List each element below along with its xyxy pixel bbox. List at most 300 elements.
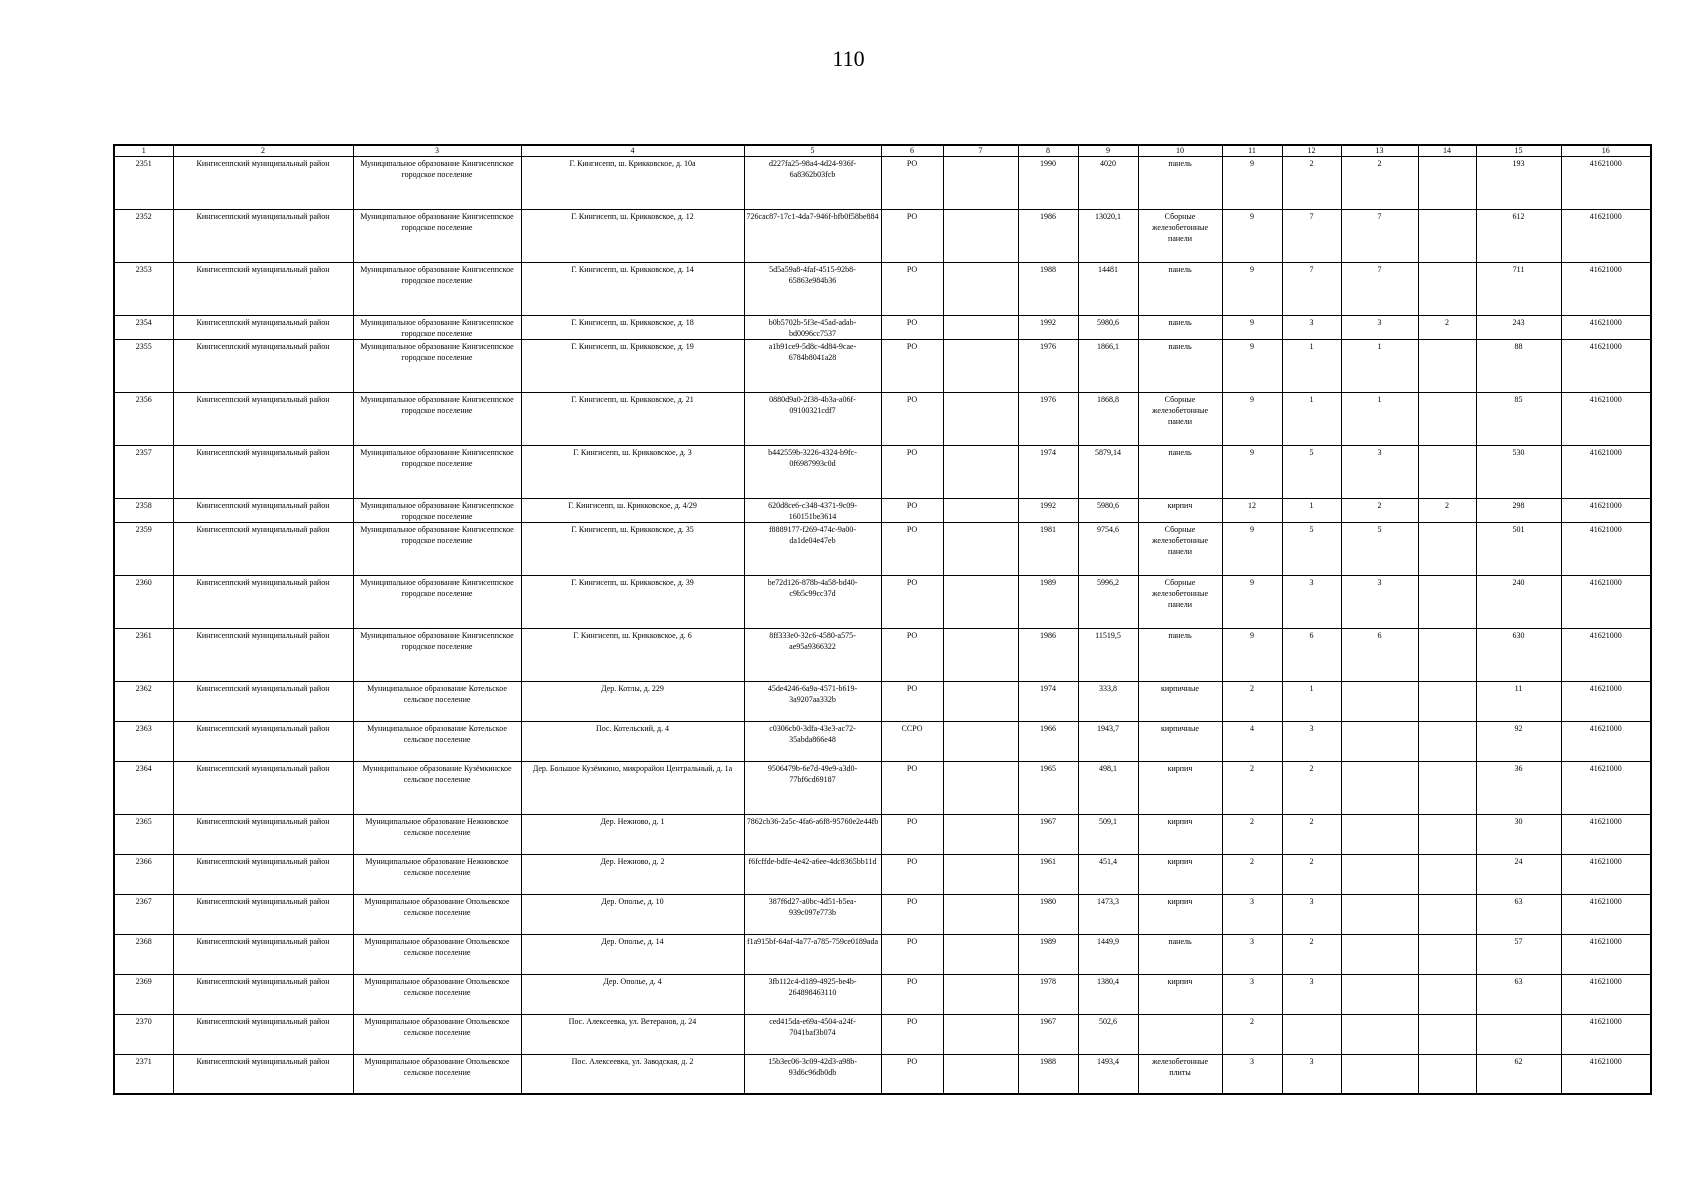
column-number-9: 9: [1078, 145, 1138, 157]
table-cell-col-2: Кингисеппский муниципальный район: [173, 722, 353, 762]
table-cell-col-1: 2361: [114, 629, 173, 682]
table-cell-col-1: 2363: [114, 722, 173, 762]
table-cell-col-5: 15b3ec06-3c09-42d3-a98b-93d6c96db0db: [744, 1055, 881, 1095]
table-cell-col-3: Муниципальное образование Кингисеппское городское поселение: [353, 263, 521, 316]
page-number: 110: [832, 46, 865, 71]
table-cell-col-5: 3fb112c4-d189-4925-be4b-264898463110: [744, 975, 881, 1015]
table-cell-col-11: 9: [1222, 446, 1282, 499]
table-cell-col-12: 1: [1282, 682, 1341, 722]
table-cell-col-8: 1981: [1018, 523, 1078, 576]
table-cell-col-1: 2357: [114, 446, 173, 499]
table-cell-col-13: 7: [1341, 263, 1418, 316]
table-row: [114, 1015, 1651, 1055]
table-cell-col-9: 5980,6: [1078, 499, 1138, 523]
table-cell-col-12: 2: [1282, 762, 1341, 815]
table-cell-col-9: 498,1: [1078, 762, 1138, 815]
table-cell-col-9: 1868,8: [1078, 393, 1138, 446]
table-cell-col-11: 9: [1222, 157, 1282, 210]
table-cell-col-9: 1380,4: [1078, 975, 1138, 1015]
column-number-15: 15: [1476, 145, 1561, 157]
table-row: [114, 722, 1651, 762]
table-cell-col-8: 1974: [1018, 446, 1078, 499]
table-cell-col-12: 3: [1282, 1055, 1341, 1095]
table-cell-col-5: c0306cb0-3dfa-43e3-ac72-35abda866e48: [744, 722, 881, 762]
table-cell-col-5: be72d126-878b-4a58-bd40-c9b5c99cc37d: [744, 576, 881, 629]
table-cell-col-11: 2: [1222, 1015, 1282, 1055]
table-cell-col-6: РО: [881, 935, 943, 975]
table-cell-col-13: [1341, 935, 1418, 975]
table-cell-col-14: [1418, 523, 1476, 576]
table-cell-col-14: [1418, 629, 1476, 682]
table-cell-col-1: 2359: [114, 523, 173, 576]
table-cell-col-14: [1418, 157, 1476, 210]
table-cell-col-7: [943, 499, 1018, 523]
table-row: [114, 210, 1651, 263]
table-cell-col-13: 1: [1341, 393, 1418, 446]
table-cell-col-14: [1418, 895, 1476, 935]
table-cell-col-6: РО: [881, 499, 943, 523]
table-cell-col-16: 41621000: [1561, 157, 1651, 210]
table-cell-col-10: Сборные железобетонные панели: [1138, 393, 1222, 446]
table-cell-col-3: Муниципальное образование Опольевское сельское поселение: [353, 895, 521, 935]
table-cell-col-4: Г. Кингисепп, ш. Крикковское, д. 4/29: [521, 499, 744, 523]
table-cell-col-6: РО: [881, 210, 943, 263]
table-cell-col-7: [943, 263, 1018, 316]
table-cell-col-7: [943, 1055, 1018, 1095]
table-cell-col-11: 9: [1222, 340, 1282, 393]
table-cell-col-14: [1418, 1055, 1476, 1095]
table-cell-col-7: [943, 895, 1018, 935]
table-cell-col-8: 1989: [1018, 576, 1078, 629]
table-cell-col-10: Сборные железобетонные панели: [1138, 210, 1222, 263]
table-cell-col-5: f8889177-f269-474c-9a00-da1de04e47eb: [744, 523, 881, 576]
table-cell-col-7: [943, 762, 1018, 815]
column-number-4: 4: [521, 145, 744, 157]
table-cell-col-11: 3: [1222, 895, 1282, 935]
table-cell-col-12: 2: [1282, 935, 1341, 975]
table-cell-col-14: 2: [1418, 316, 1476, 340]
table-row: [114, 629, 1651, 682]
table-cell-col-12: 2: [1282, 855, 1341, 895]
table-cell-col-3: Муниципальное образование Опольевское сельское поселение: [353, 935, 521, 975]
table-cell-col-2: Кингисеппский муниципальный район: [173, 157, 353, 210]
table-cell-col-7: [943, 935, 1018, 975]
table-cell-col-2: Кингисеппский муниципальный район: [173, 895, 353, 935]
table-cell-col-1: 2369: [114, 975, 173, 1015]
table-cell-col-8: 1992: [1018, 499, 1078, 523]
table-cell-col-4: Г. Кингисепп, ш. Крикковское, д. 39: [521, 576, 744, 629]
table-cell-col-14: [1418, 210, 1476, 263]
table-cell-col-4: Дер. Котлы, д. 229: [521, 682, 744, 722]
table-cell-col-2: Кингисеппский муниципальный район: [173, 629, 353, 682]
table-cell-col-3: Муниципальное образование Нежновское сельское поселение: [353, 855, 521, 895]
table-cell-col-16: 41621000: [1561, 340, 1651, 393]
table-cell-col-3: Муниципальное образование Котельское сельское поселение: [353, 682, 521, 722]
table-cell-col-2: Кингисеппский муниципальный район: [173, 446, 353, 499]
table-cell-col-15: 11: [1476, 682, 1561, 722]
table-cell-col-13: 6: [1341, 629, 1418, 682]
table-cell-col-5: 0880d9a0-2f38-4b3a-a06f-09100321cdf7: [744, 393, 881, 446]
table-cell-col-1: 2366: [114, 855, 173, 895]
table-cell-col-4: Дер. Нежново, д. 2: [521, 855, 744, 895]
table-cell-col-3: Муниципальное образование Кингисеппское городское поселение: [353, 210, 521, 263]
table-cell-col-13: [1341, 815, 1418, 855]
table-cell-col-8: 1988: [1018, 263, 1078, 316]
table-row: [114, 935, 1651, 975]
table-row: [114, 576, 1651, 629]
column-number-13: 13: [1341, 145, 1418, 157]
table-cell-col-11: 9: [1222, 629, 1282, 682]
table-cell-col-5: 726cac87-17c1-4da7-946f-bfb0f58be884: [744, 210, 881, 263]
table-cell-col-5: f6fcffde-bdfe-4e42-a6ee-4dc8365bb11d: [744, 855, 881, 895]
table-cell-col-8: 1966: [1018, 722, 1078, 762]
table-cell-col-10: железобетонные плиты: [1138, 1055, 1222, 1095]
table-cell-col-7: [943, 629, 1018, 682]
table-cell-col-9: 451,4: [1078, 855, 1138, 895]
table-cell-col-10: Сборные железобетонные панели: [1138, 523, 1222, 576]
table-cell-col-15: 85: [1476, 393, 1561, 446]
table-cell-col-6: РО: [881, 340, 943, 393]
table-cell-col-13: 2: [1341, 499, 1418, 523]
table-cell-col-5: 45de4246-6a9a-4571-b619-3a9207aa332b: [744, 682, 881, 722]
table-cell-col-2: Кингисеппский муниципальный район: [173, 762, 353, 815]
table-header: [114, 145, 1651, 157]
table-cell-col-6: РО: [881, 576, 943, 629]
table-cell-col-16: 41621000: [1561, 855, 1651, 895]
table-cell-col-13: [1341, 682, 1418, 722]
table-cell-col-2: Кингисеппский муниципальный район: [173, 935, 353, 975]
table-cell-col-7: [943, 855, 1018, 895]
table-cell-col-5: 8ff333e0-32c6-4580-a575-ae95a9366322: [744, 629, 881, 682]
table-cell-col-16: 41621000: [1561, 815, 1651, 855]
table-cell-col-5: b442559b-3226-4324-b9fc-0f6987993c0d: [744, 446, 881, 499]
table-cell-col-14: [1418, 975, 1476, 1015]
table-cell-col-11: 9: [1222, 393, 1282, 446]
table-cell-col-9: 333,8: [1078, 682, 1138, 722]
table-cell-col-4: Г. Кингисепп, ш. Крикковское, д. 14: [521, 263, 744, 316]
table-cell-col-1: 2371: [114, 1055, 173, 1095]
table-cell-col-16: 41621000: [1561, 682, 1651, 722]
table-cell-col-4: Г. Кингисепп, ш. Крикковское, д. 35: [521, 523, 744, 576]
column-number-6: 6: [881, 145, 943, 157]
table-cell-col-14: [1418, 722, 1476, 762]
table-cell-col-12: 5: [1282, 446, 1341, 499]
table-cell-col-2: Кингисеппский муниципальный район: [173, 263, 353, 316]
table-cell-col-7: [943, 815, 1018, 855]
table-cell-col-13: 1: [1341, 340, 1418, 393]
table-cell-col-9: 1943,7: [1078, 722, 1138, 762]
table-cell-col-13: [1341, 895, 1418, 935]
table-cell-col-10: панель: [1138, 446, 1222, 499]
table-cell-col-5: a1b91ce9-5d8c-4d84-9cae-6784b8041a28: [744, 340, 881, 393]
table-cell-col-12: 3: [1282, 975, 1341, 1015]
table-cell-col-7: [943, 446, 1018, 499]
table-cell-col-8: 1992: [1018, 316, 1078, 340]
table-cell-col-12: [1282, 1015, 1341, 1055]
table-cell-col-14: [1418, 393, 1476, 446]
table-cell-col-6: РО: [881, 157, 943, 210]
table-cell-col-3: Муниципальное образование Кингисеппское городское поселение: [353, 576, 521, 629]
table-cell-col-6: РО: [881, 523, 943, 576]
table-cell-col-9: 5996,2: [1078, 576, 1138, 629]
table-cell-col-14: [1418, 682, 1476, 722]
table-cell-col-7: [943, 157, 1018, 210]
table-cell-col-16: 41621000: [1561, 263, 1651, 316]
table-cell-col-15: 63: [1476, 975, 1561, 1015]
table-cell-col-4: Дер. Ополье, д. 14: [521, 935, 744, 975]
table-cell-col-4: Г. Кингисепп, ш. Крикковское, д. 12: [521, 210, 744, 263]
table-cell-col-9: 9754,6: [1078, 523, 1138, 576]
table-cell-col-4: Дер. Ополье, д. 4: [521, 975, 744, 1015]
table-cell-col-14: [1418, 855, 1476, 895]
table-cell-col-12: 3: [1282, 722, 1341, 762]
table-cell-col-13: [1341, 1015, 1418, 1055]
table-cell-col-9: 11519,5: [1078, 629, 1138, 682]
column-number-3: 3: [353, 145, 521, 157]
table-cell-col-5: ced415da-e69a-4504-a24f-7041baf3b074: [744, 1015, 881, 1055]
table-cell-col-8: 1974: [1018, 682, 1078, 722]
table-cell-col-3: Муниципальное образование Кингисеппское городское поселение: [353, 523, 521, 576]
table-cell-col-13: 3: [1341, 316, 1418, 340]
table-cell-col-1: 2356: [114, 393, 173, 446]
table-row: [114, 1055, 1651, 1095]
table-cell-col-16: 41621000: [1561, 393, 1651, 446]
table-cell-col-11: 9: [1222, 210, 1282, 263]
table-cell-col-1: 2358: [114, 499, 173, 523]
column-number-8: 8: [1018, 145, 1078, 157]
table-cell-col-16: 41621000: [1561, 935, 1651, 975]
table-cell-col-12: 1: [1282, 393, 1341, 446]
column-number-2: 2: [173, 145, 353, 157]
column-number-5: 5: [744, 145, 881, 157]
table-cell-col-11: 2: [1222, 762, 1282, 815]
table-cell-col-3: Муниципальное образование Кингисеппское городское поселение: [353, 446, 521, 499]
table-row: [114, 815, 1651, 855]
table-cell-col-12: 5: [1282, 523, 1341, 576]
table-cell-col-2: Кингисеппский муниципальный район: [173, 210, 353, 263]
table-cell-col-14: [1418, 446, 1476, 499]
table-cell-col-9: 502,6: [1078, 1015, 1138, 1055]
table-cell-col-5: b0b5702b-5f3e-45ad-adab-bd0096cc7537: [744, 316, 881, 340]
table-cell-col-11: 2: [1222, 855, 1282, 895]
column-number-row: [114, 145, 1651, 157]
table-cell-col-15: 193: [1476, 157, 1561, 210]
table-cell-col-6: РО: [881, 815, 943, 855]
table-cell-col-9: 5879,14: [1078, 446, 1138, 499]
table-cell-col-16: 41621000: [1561, 499, 1651, 523]
table-cell-col-10: кирпичные: [1138, 682, 1222, 722]
table-cell-col-11: 9: [1222, 316, 1282, 340]
table-cell-col-8: 1990: [1018, 157, 1078, 210]
table-cell-col-1: 2367: [114, 895, 173, 935]
table-cell-col-10: кирпич: [1138, 762, 1222, 815]
table-cell-col-15: 501: [1476, 523, 1561, 576]
table-body: [114, 157, 1651, 1095]
table-cell-col-15: 88: [1476, 340, 1561, 393]
table-cell-col-13: [1341, 855, 1418, 895]
table-cell-col-6: РО: [881, 762, 943, 815]
table-cell-col-9: 1449,9: [1078, 935, 1138, 975]
table-row: [114, 316, 1651, 340]
table-cell-col-13: [1341, 762, 1418, 815]
table-cell-col-8: 1989: [1018, 935, 1078, 975]
table-cell-col-15: 711: [1476, 263, 1561, 316]
table-cell-col-13: [1341, 722, 1418, 762]
table-cell-col-14: [1418, 935, 1476, 975]
table-cell-col-6: РО: [881, 855, 943, 895]
table-cell-col-15: [1476, 1015, 1561, 1055]
column-number-14: 14: [1418, 145, 1476, 157]
table-row: [114, 499, 1651, 523]
table-cell-col-16: 41621000: [1561, 210, 1651, 263]
table-cell-col-5: 620d8ce6-c348-4371-9c09-160151be3614: [744, 499, 881, 523]
table-cell-col-5: 9506479b-6e7d-49e9-a3d0-77bf6cd69187: [744, 762, 881, 815]
table-cell-col-8: 1976: [1018, 340, 1078, 393]
column-number-12: 12: [1282, 145, 1341, 157]
table-cell-col-13: 3: [1341, 446, 1418, 499]
table-cell-col-2: Кингисеппский муниципальный район: [173, 393, 353, 446]
table-row: [114, 393, 1651, 446]
table-cell-col-11: 2: [1222, 815, 1282, 855]
table-cell-col-16: 41621000: [1561, 523, 1651, 576]
table-cell-col-9: 14481: [1078, 263, 1138, 316]
table-cell-col-9: 4020: [1078, 157, 1138, 210]
table-cell-col-14: [1418, 340, 1476, 393]
table-cell-col-6: РО: [881, 446, 943, 499]
table-cell-col-4: Дер. Большое Кузёмкино, микрорайон Центральный, д. 1а: [521, 762, 744, 815]
table-row: [114, 263, 1651, 316]
table-cell-col-10: Сборные железобетонные панели: [1138, 576, 1222, 629]
table-cell-col-12: 7: [1282, 210, 1341, 263]
table-cell-col-16: 41621000: [1561, 316, 1651, 340]
table-cell-col-9: 1473,3: [1078, 895, 1138, 935]
table-cell-col-15: 62: [1476, 1055, 1561, 1095]
table-cell-col-5: 387f6d27-a0bc-4d51-b5ea-939c097e773b: [744, 895, 881, 935]
table-cell-col-11: 2: [1222, 682, 1282, 722]
table-cell-col-11: 9: [1222, 263, 1282, 316]
table-cell-col-11: 3: [1222, 975, 1282, 1015]
table-cell-col-16: 41621000: [1561, 895, 1651, 935]
table-cell-col-6: РО: [881, 629, 943, 682]
table-cell-col-15: 30: [1476, 815, 1561, 855]
table-cell-col-2: Кингисеппский муниципальный район: [173, 855, 353, 895]
table-cell-col-1: 2354: [114, 316, 173, 340]
table-cell-col-12: 1: [1282, 499, 1341, 523]
table-cell-col-11: 3: [1222, 935, 1282, 975]
table-cell-col-7: [943, 1015, 1018, 1055]
table-cell-col-1: 2352: [114, 210, 173, 263]
table-cell-col-14: [1418, 815, 1476, 855]
table-cell-col-3: Муниципальное образование Кингисеппское городское поселение: [353, 393, 521, 446]
table-cell-col-9: 1493,4: [1078, 1055, 1138, 1095]
table-cell-col-11: 9: [1222, 523, 1282, 576]
table-cell-col-11: 9: [1222, 576, 1282, 629]
table-cell-col-10: панель: [1138, 340, 1222, 393]
table-cell-col-4: Г. Кингисепп, ш. Крикковское, д. 19: [521, 340, 744, 393]
table-cell-col-1: 2370: [114, 1015, 173, 1055]
table-cell-col-7: [943, 316, 1018, 340]
table-cell-col-10: панель: [1138, 629, 1222, 682]
table-cell-col-1: 2365: [114, 815, 173, 855]
table-cell-col-7: [943, 523, 1018, 576]
table-cell-col-13: 2: [1341, 157, 1418, 210]
table-cell-col-13: 3: [1341, 576, 1418, 629]
table-cell-col-8: 1967: [1018, 815, 1078, 855]
table-cell-col-15: 63: [1476, 895, 1561, 935]
table-cell-col-7: [943, 576, 1018, 629]
table-cell-col-2: Кингисеппский муниципальный район: [173, 316, 353, 340]
table-row: [114, 157, 1651, 210]
table-cell-col-13: [1341, 1055, 1418, 1095]
table-cell-col-4: Г. Кингисепп, ш. Крикковское, д. 6: [521, 629, 744, 682]
table-row: [114, 340, 1651, 393]
table-cell-col-15: 24: [1476, 855, 1561, 895]
table-cell-col-6: РО: [881, 895, 943, 935]
table-cell-col-8: 1988: [1018, 1055, 1078, 1095]
table-cell-col-4: Пос. Алексеевка, ул. Ветеранов, д. 24: [521, 1015, 744, 1055]
table-cell-col-3: Муниципальное образование Нежновское сельское поселение: [353, 815, 521, 855]
table-cell-col-12: 7: [1282, 263, 1341, 316]
table-cell-col-7: [943, 210, 1018, 263]
column-number-11: 11: [1222, 145, 1282, 157]
table-cell-col-6: РО: [881, 682, 943, 722]
table-cell-col-15: 530: [1476, 446, 1561, 499]
table-cell-col-4: Г. Кингисепп, ш. Крикковское, д. 18: [521, 316, 744, 340]
table-cell-col-12: 3: [1282, 316, 1341, 340]
table-cell-col-2: Кингисеппский муниципальный район: [173, 340, 353, 393]
table-cell-col-15: 57: [1476, 935, 1561, 975]
table-cell-col-1: 2360: [114, 576, 173, 629]
table-cell-col-9: 13020,1: [1078, 210, 1138, 263]
table-row: [114, 682, 1651, 722]
table-row: [114, 975, 1651, 1015]
table-cell-col-8: 1965: [1018, 762, 1078, 815]
table-cell-col-3: Муниципальное образование Опольевское сельское поселение: [353, 1015, 521, 1055]
table-cell-col-2: Кингисеппский муниципальный район: [173, 815, 353, 855]
table-cell-col-4: Дер. Нежново, д. 1: [521, 815, 744, 855]
table-cell-col-1: 2351: [114, 157, 173, 210]
column-number-10: 10: [1138, 145, 1222, 157]
table-cell-col-5: 5d5a59a8-4faf-4515-92b8-65863e984b36: [744, 263, 881, 316]
table-cell-col-4: Пос. Алексеевка, ул. Заводская, д. 2: [521, 1055, 744, 1095]
table-cell-col-16: 41621000: [1561, 446, 1651, 499]
table-cell-col-16: 41621000: [1561, 722, 1651, 762]
table-cell-col-6: РО: [881, 1015, 943, 1055]
table-cell-col-15: 240: [1476, 576, 1561, 629]
table-cell-col-11: 12: [1222, 499, 1282, 523]
table-cell-col-15: 243: [1476, 316, 1561, 340]
table-cell-col-4: Г. Кингисепп, ш. Крикковское, д. 3: [521, 446, 744, 499]
table-cell-col-16: 41621000: [1561, 629, 1651, 682]
table-cell-col-8: 1980: [1018, 895, 1078, 935]
table-cell-col-16: 41621000: [1561, 1055, 1651, 1095]
table-cell-col-13: 5: [1341, 523, 1418, 576]
table-cell-col-15: 92: [1476, 722, 1561, 762]
table-cell-col-4: Г. Кингисепп, ш. Крикковское, д. 10а: [521, 157, 744, 210]
table-cell-col-3: Муниципальное образование Опольевское сельское поселение: [353, 975, 521, 1015]
table-cell-col-7: [943, 722, 1018, 762]
table-cell-col-6: РО: [881, 263, 943, 316]
table-cell-col-14: 2: [1418, 499, 1476, 523]
table-cell-col-8: 1986: [1018, 629, 1078, 682]
table-cell-col-10: [1138, 1015, 1222, 1055]
table-cell-col-11: 3: [1222, 1055, 1282, 1095]
table-cell-col-7: [943, 340, 1018, 393]
table-row: [114, 446, 1651, 499]
table-cell-col-1: 2362: [114, 682, 173, 722]
table-cell-col-10: панель: [1138, 935, 1222, 975]
table-row: [114, 855, 1651, 895]
